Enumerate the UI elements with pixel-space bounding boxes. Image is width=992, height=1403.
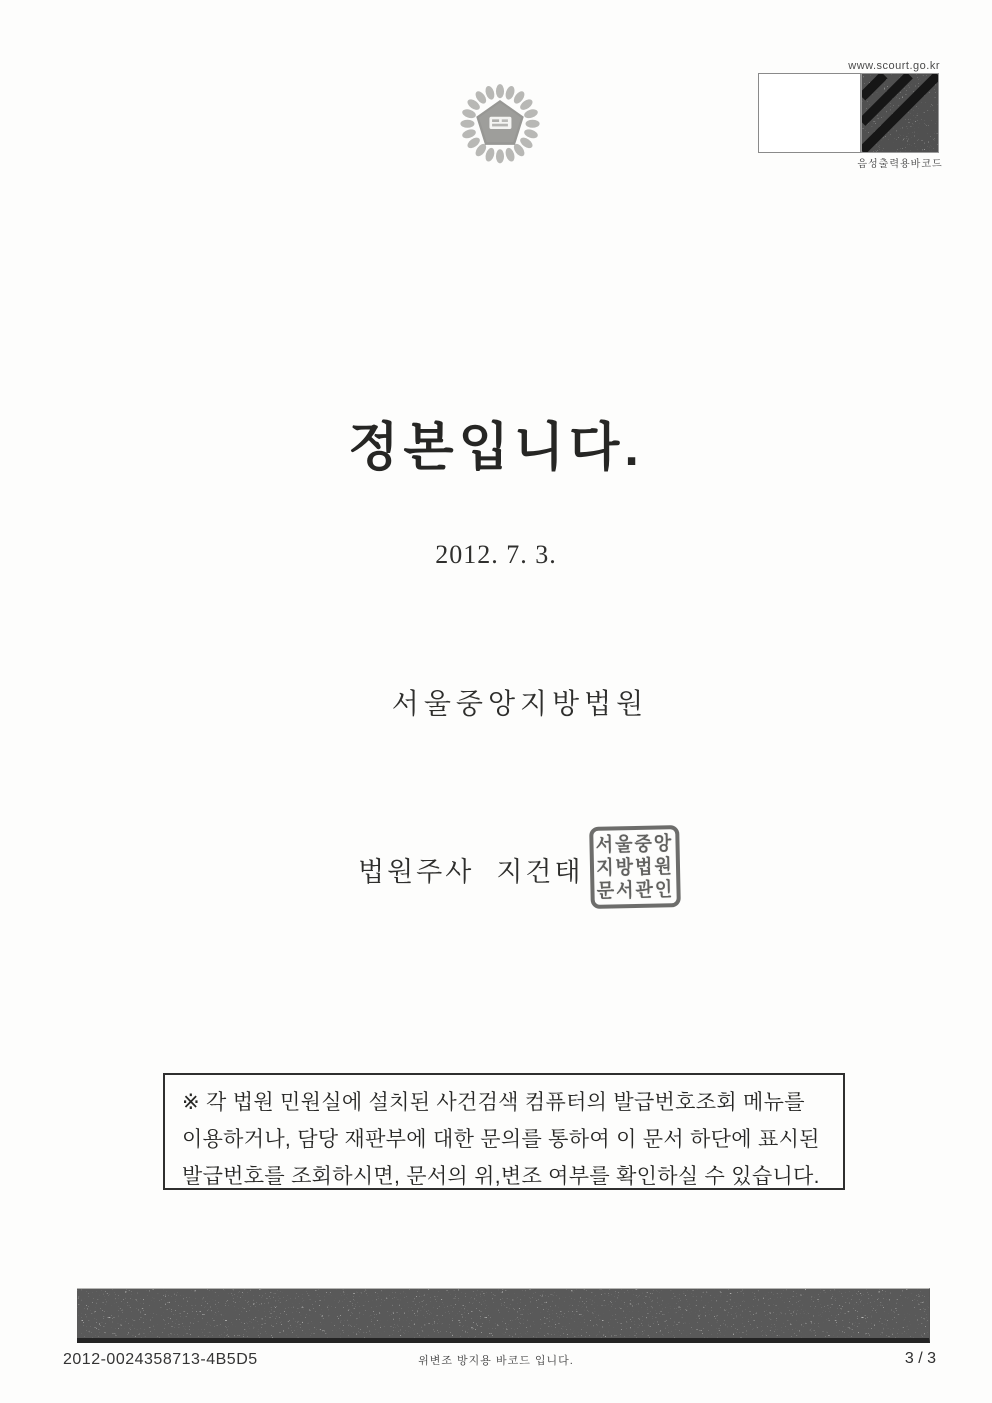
clerk-title: 법원주사 [358,857,475,887]
certified-copy-title: 정본입니다. [348,419,644,477]
court-name: 서울중앙지방법원 [391,689,649,720]
verification-notice-box [163,1073,845,1190]
page-indicator: 3 / 3 [904,1350,936,1367]
clerk-seal-stamp [589,825,681,909]
notice-line-2: 이용하거나, 담당 재판부에 대한 문의를 통하여 이 문서 하단에 표시된 [182,1128,820,1151]
clerk-line [358,850,584,889]
seal-row: 서울중앙 [595,831,674,856]
voice-barcode-label: 음성출력용바코드 [857,159,943,170]
seal-row: 문서관인 [596,877,675,902]
blank-stamp-box [758,73,861,153]
seal-row: 지방법원 [595,854,674,879]
barcode-caption: 위변조 방지용 바코드 입니다. [418,1355,574,1367]
notice-line-1: ※ 각 법원 민원실에 설치된 사건검색 컴퓨터의 발급번호조회 메뉴를 [182,1091,805,1114]
scourt-url: www.scourt.go.kr [848,60,940,72]
clerk-name: 지건태 [496,857,584,887]
notice-line-3: 발급번호를 조회하시면, 문서의 위,변조 여부를 확인하실 수 있습니다. [182,1165,820,1188]
corner-hatch-icon [862,74,938,152]
issue-date: 2012. 7. 3. [435,540,557,569]
voice-output-barcode [861,73,939,153]
anti-forgery-barcode [77,1288,930,1343]
court-emblem-icon [450,78,550,166]
document-id: 2012-0024358713-4B5D5 [63,1351,258,1368]
